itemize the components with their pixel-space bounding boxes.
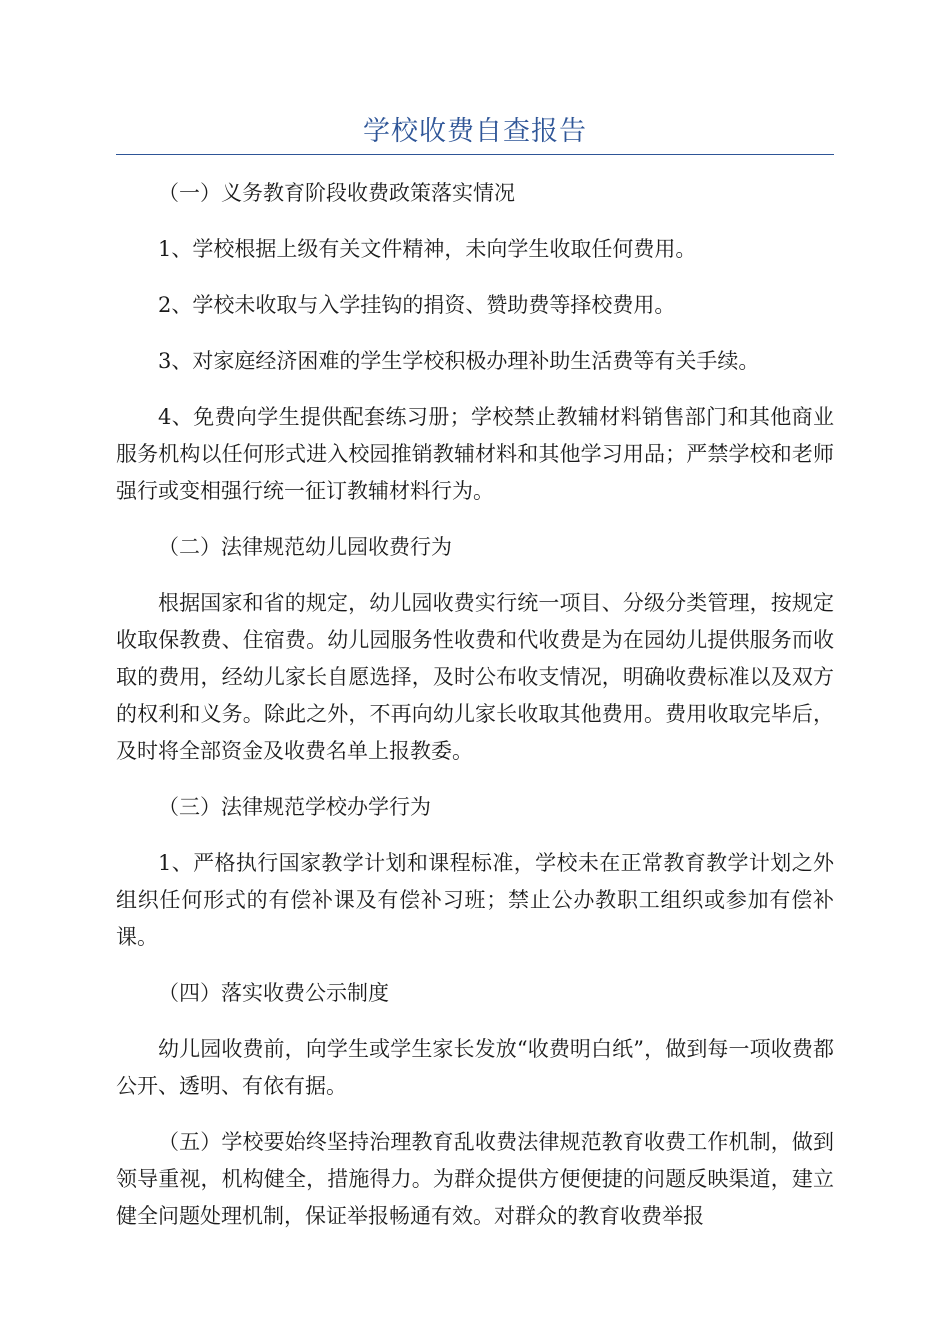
paragraph-1-1: 1、学校根据上级有关文件精神，未向学生收取任何费用。	[158, 237, 697, 261]
title-underline	[116, 154, 834, 155]
paragraph-1-3: 3、对家庭经济困难的学生学校积极办理补助生活费等有关手续。	[158, 349, 760, 373]
paragraph-2-1: 根据国家和省的规定，幼儿园收费实行统一项目、分级分类管理，按规定收取保教费、住宿费。幼儿园服务性收费和代收费是为在园幼儿提供服务而收取的费用，经幼儿家长自愿选择，及时公布收支情况，明确收费标准以及双方的权利和义务。除此之外，不再向幼儿家长收取其他费用。费用收取完毕后，及时将全部资金及收费名单上报教委。	[116, 591, 834, 763]
section-heading-1: （一）义务教育阶段收费政策落实情况	[158, 181, 515, 205]
section-heading-4: （四）落实收费公示制度	[158, 981, 389, 1005]
document-page	[116, 0, 834, 1254]
paragraph-3-1: 1、严格执行国家教学计划和课程标准，学校未在正常教育教学计划之外组织任何形式的有偿补课及有偿补习班；禁止公办教职工组织或参加有偿补课。	[116, 851, 834, 949]
paragraph-4-1: 幼儿园收费前，向学生或学生家长发放“收费明白纸”，做到每一项收费都公开、透明、有依有据。	[116, 1037, 834, 1098]
paragraph-1-4: 4、免费向学生提供配套练习册；学校禁止教辅材料销售部门和其他商业服务机构以任何形式进入校园推销教辅材料和其他学习用品；严禁学校和老师强行或变相强行统一征订教辅材料行为。	[116, 405, 834, 503]
section-heading-3: （三）法律规范学校办学行为	[158, 795, 431, 819]
section-heading-2: （二）法律规范幼儿园收费行为	[158, 535, 452, 559]
document-title: 学校收费自查报告	[363, 116, 587, 147]
paragraph-1-2: 2、学校未收取与入学挂钩的捐资、赞助费等择校费用。	[158, 293, 676, 317]
section-paragraph-5: （五）学校要始终坚持治理教育乱收费法律规范教育收费工作机制，做到领导重视，机构健全，措施得力。为群众提供方便便捷的问题反映渠道，建立健全问题处理机制，保证举报畅通有效。对群众的教育收费举报	[116, 1130, 834, 1228]
